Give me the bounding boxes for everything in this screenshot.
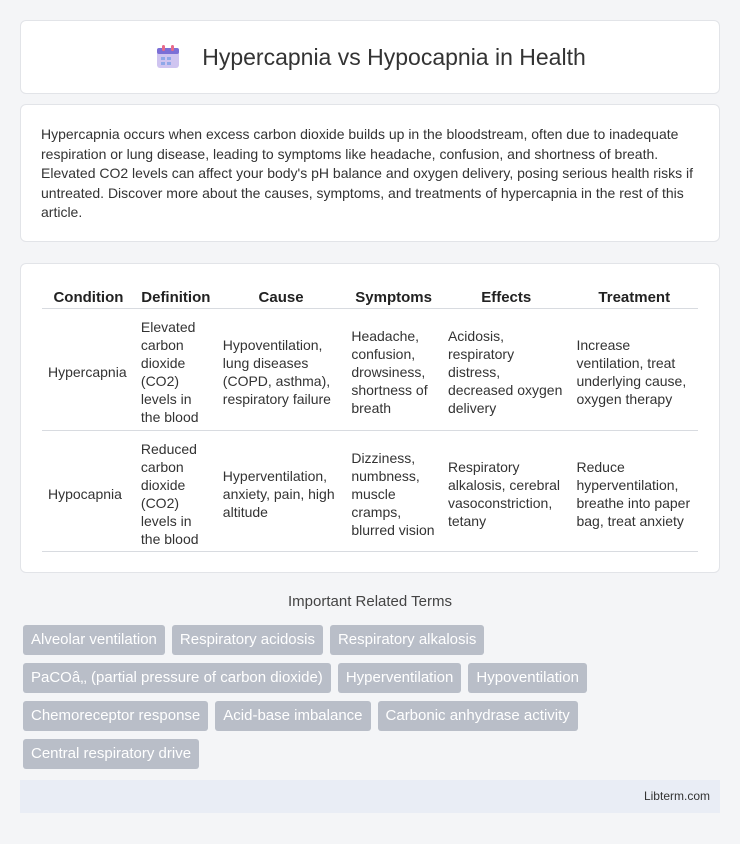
term-tag[interactable]: Respiratory alkalosis	[330, 625, 484, 655]
header-effects: Effects	[442, 286, 571, 309]
header-card	[20, 20, 720, 94]
header-treatment: Treatment	[570, 286, 698, 309]
header-cause: Cause	[217, 286, 346, 309]
header-definition: Definition	[135, 286, 217, 309]
term-tag[interactable]: Hyperventilation	[338, 663, 462, 693]
term-tag[interactable]: Carbonic anhydrase activity	[378, 701, 578, 731]
table-cell: Headache, confusion, drowsiness, shortness of breath	[345, 309, 442, 431]
header-condition: Condition	[42, 286, 135, 309]
table-header-row	[42, 286, 698, 309]
table-cell: Elevated carbon dioxide (CO2) levels in the blood	[135, 309, 217, 431]
related-terms-heading: Important Related Terms	[288, 593, 452, 610]
term-tag[interactable]: Acid-base imbalance	[215, 701, 370, 731]
calendar-icon	[154, 43, 182, 71]
table-row	[42, 431, 698, 552]
table-cell: Hypoventilation, lung diseases (COPD, asthma), respiratory failure	[217, 309, 346, 431]
term-tag[interactable]: Central respiratory drive	[23, 739, 199, 769]
related-terms-list	[23, 625, 723, 769]
table-cell: Reduced carbon dioxide (CO2) levels in the blood	[135, 431, 217, 552]
footer-site-link[interactable]: Libterm.com	[643, 789, 710, 803]
comparison-table-card	[20, 263, 720, 573]
comparison-table	[42, 286, 698, 552]
term-tag[interactable]: Respiratory acidosis	[172, 625, 323, 655]
table-cell: Hyperventilation, anxiety, pain, high altitude	[217, 431, 346, 552]
table-cell: Increase ventilation, treat underlying cause, oxygen therapy	[570, 309, 698, 431]
header-symptoms: Symptoms	[345, 286, 442, 309]
term-tag[interactable]: Alveolar ventilation	[23, 625, 165, 655]
term-tag[interactable]: PaCOâ‚‚ (partial pressure of carbon dioxide)	[23, 663, 331, 693]
footer	[20, 780, 720, 813]
table-row	[42, 309, 698, 431]
table-cell: Hypocapnia	[42, 431, 135, 552]
intro-paragraph: Hypercapnia occurs when excess carbon dioxide builds up in the bloodstream, often due to inadequate respiration or lung disease, leading to symptoms like headache, confusion, and shortness of breath. Elevated CO2 levels can affect your body's pH balance and oxygen delivery, posing serious health risks if untreated. Discover more about the causes, symptoms, and treatments of hypercapnia in the rest of this article.	[41, 126, 693, 220]
term-tag[interactable]: Chemoreceptor response	[23, 701, 208, 731]
table-cell: Acidosis, respiratory distress, decreased oxygen delivery	[442, 309, 571, 431]
table-cell: Respiratory alkalosis, cerebral vasoconstriction, tetany	[442, 431, 571, 552]
table-cell: Hypercapnia	[42, 309, 135, 431]
term-tag[interactable]: Hypoventilation	[468, 663, 587, 693]
intro-card	[20, 104, 720, 242]
table-cell: Dizziness, numbness, muscle cramps, blurred vision	[345, 431, 442, 552]
table-cell: Reduce hyperventilation, breathe into paper bag, treat anxiety	[570, 431, 698, 552]
page-title: Hypercapnia vs Hypocapnia in Health	[202, 43, 586, 70]
